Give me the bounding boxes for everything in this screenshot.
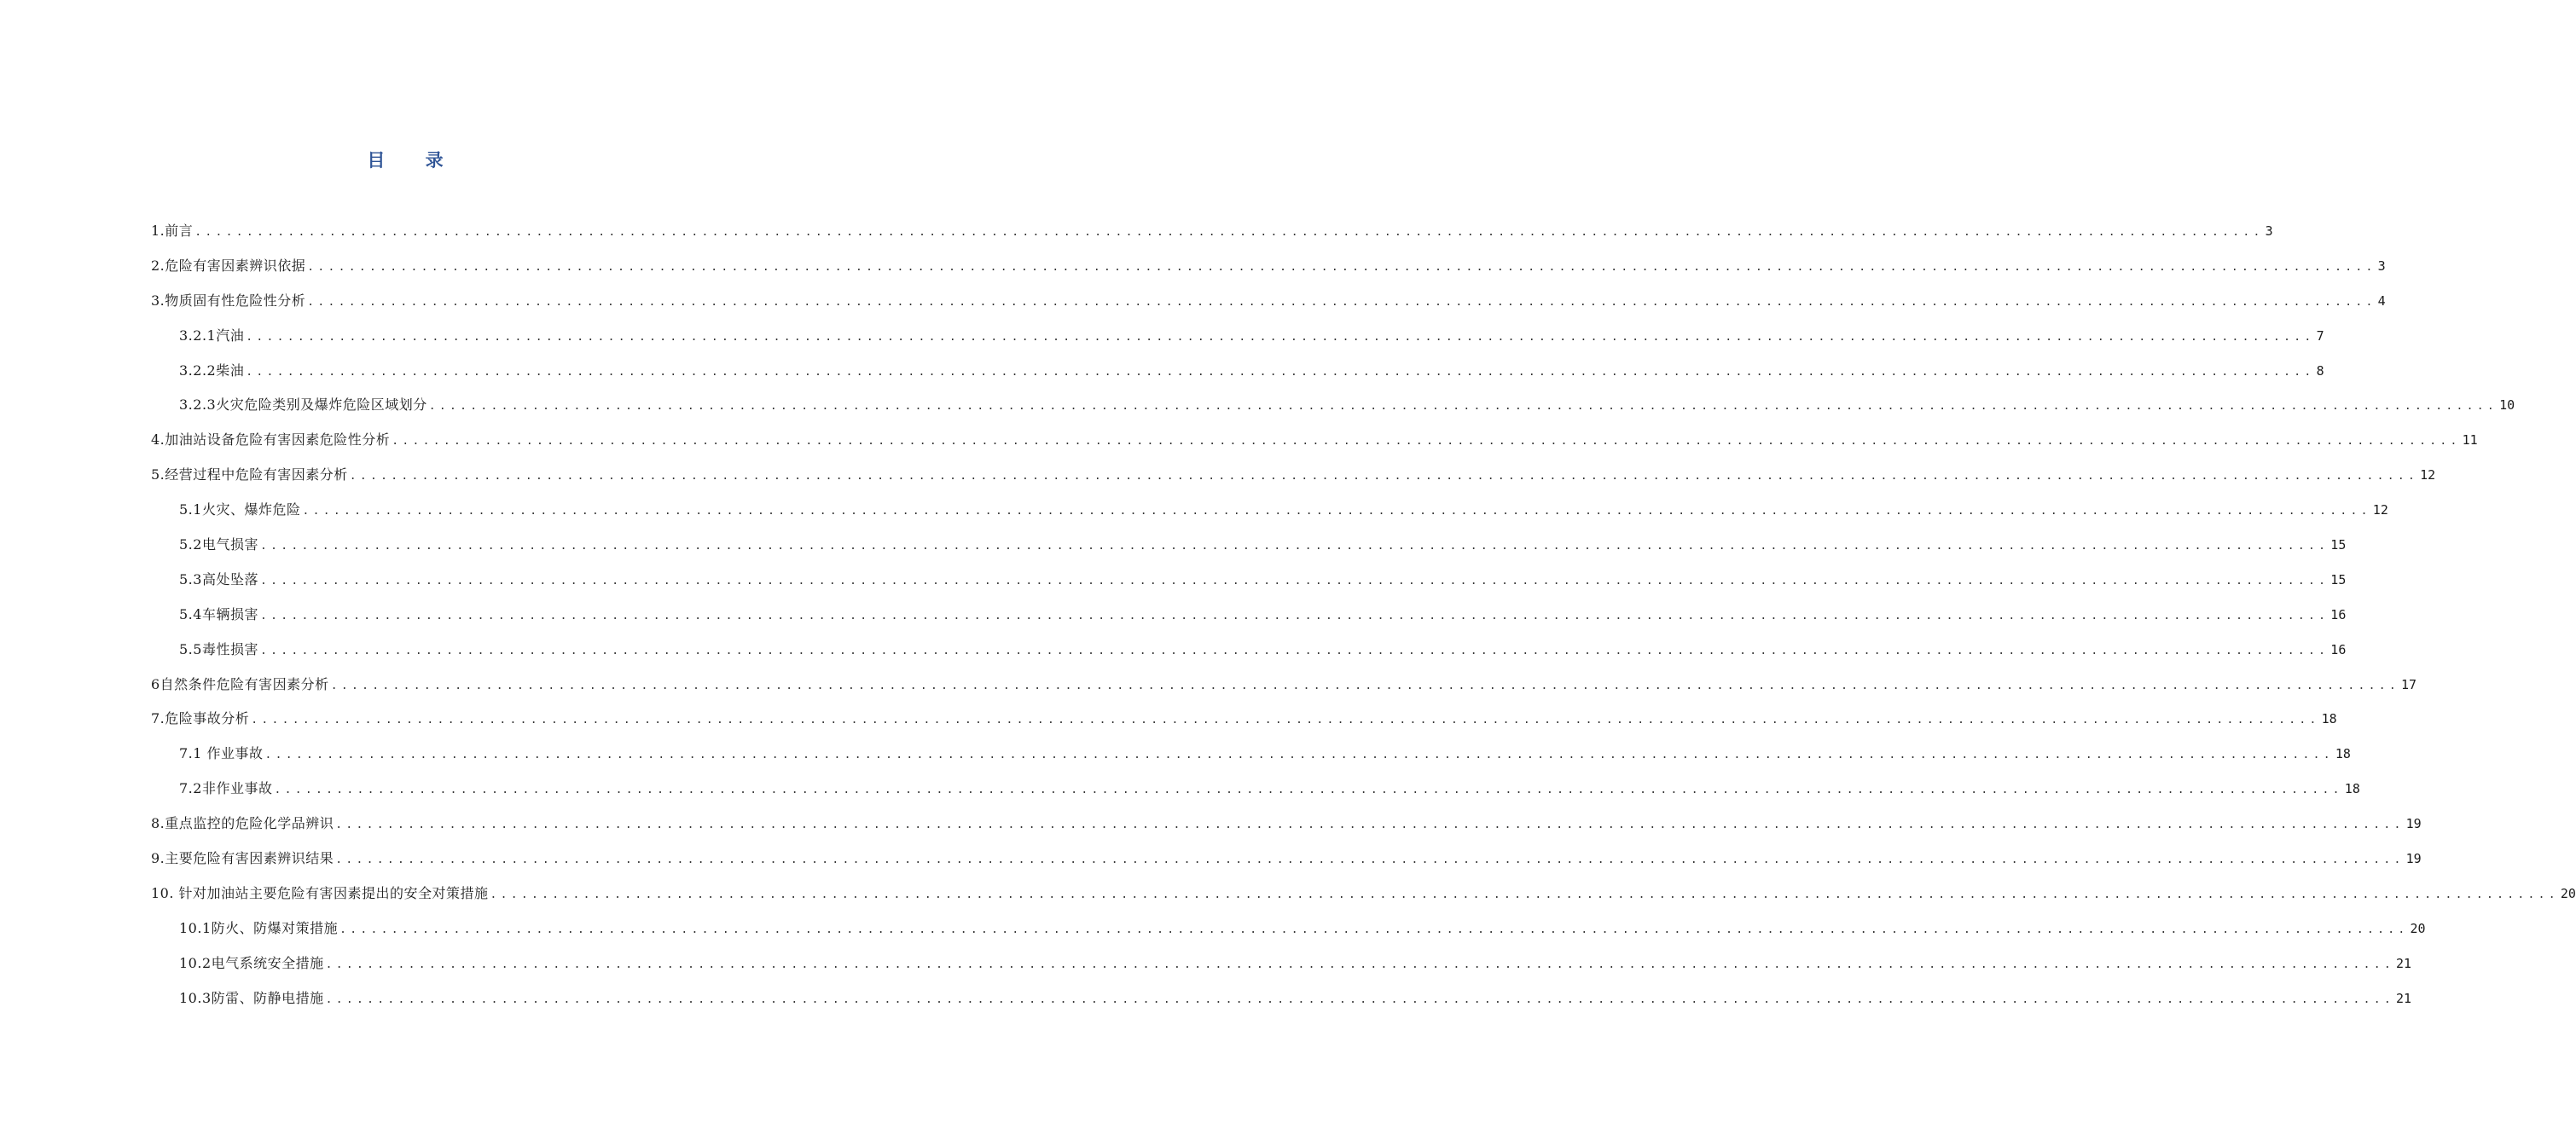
toc-entry[interactable] xyxy=(151,671,2417,706)
toc-dot-leader: ........................................................................................................................................................................................................ xyxy=(246,330,2315,344)
toc-dot-leader: ........................................................................................................................................................................................................ xyxy=(274,784,2343,797)
toc-page-number: 21 xyxy=(2395,955,2412,971)
toc-page-number: 16 xyxy=(2330,606,2347,622)
toc-entry-text: 2.危险有害因素辨识依据 xyxy=(151,257,306,274)
toc-page-number: 3 xyxy=(2265,223,2273,239)
toc-page-number: 15 xyxy=(2330,571,2347,587)
toc-page-number: 11 xyxy=(2462,432,2478,449)
toc-entry-text: 5.经营过程中危险有害因素分析 xyxy=(151,466,348,483)
toc-page-number: 4 xyxy=(2377,292,2386,309)
toc-entry[interactable] xyxy=(151,496,2388,531)
toc-entry[interactable] xyxy=(151,740,2351,775)
toc-dot-leader: ........................................................................................................................................................................................................ xyxy=(325,993,2394,1006)
toc-dot-leader: ........................................................................................................................................................................................................ xyxy=(339,923,2409,936)
toc-entry-text: 7.危险事故分析 xyxy=(151,710,250,727)
toc-dot-leader: ........................................................................................................................................................................................................ xyxy=(302,505,2371,518)
toc-entry[interactable] xyxy=(151,636,2347,671)
toc-entry[interactable] xyxy=(151,461,2436,496)
toc-page-number: 18 xyxy=(2335,746,2351,762)
toc-entry-text: 10.1防火、防爆对策措施 xyxy=(179,919,339,936)
toc-entry[interactable] xyxy=(151,810,2422,845)
toc-dot-leader: ........................................................................................................................................................................................................ xyxy=(251,714,2320,727)
toc-dot-leader: ........................................................................................................................................................................................................ xyxy=(490,888,2559,901)
toc-entry-text: 5.3高处坠落 xyxy=(179,570,258,587)
toc-entry[interactable] xyxy=(151,985,2412,1020)
toc-entry-text: 5.2电气损害 xyxy=(179,536,258,553)
toc-entry-text: 10.3防雷、防静电措施 xyxy=(179,989,324,1006)
toc-dot-leader: ........................................................................................................................................................................................................ xyxy=(349,470,2419,483)
toc-entry[interactable] xyxy=(151,426,2478,461)
toc-entry-text: 7.2非作业事故 xyxy=(179,780,273,797)
toc-entry-text: 3.2.3火灾危险类别及爆炸危险区域划分 xyxy=(179,396,427,414)
toc-dot-leader: ........................................................................................................................................................................................................ xyxy=(246,365,2315,379)
toc-entry[interactable] xyxy=(151,252,2386,287)
toc-entry-text: 5.1火灾、爆炸危险 xyxy=(179,501,301,518)
toc-entry-text: 10. 针对加油站主要危险有害因素提出的安全对策措施 xyxy=(151,884,489,901)
toc-entry[interactable] xyxy=(151,950,2412,985)
toc-entry-text: 10.2电气系统安全措施 xyxy=(179,954,324,971)
toc-dot-leader: ........................................................................................................................................................................................................ xyxy=(307,260,2376,274)
toc-entry-text: 1.前言 xyxy=(151,223,194,239)
toc-page-number: 10 xyxy=(2499,397,2515,414)
toc-entry[interactable] xyxy=(151,217,2273,252)
toc-entry-text: 3.2.1汽油 xyxy=(179,327,245,344)
toc-entry[interactable] xyxy=(151,566,2347,601)
toc-dot-leader: ........................................................................................................................................................................................................ xyxy=(259,609,2329,622)
toc-page-number: 18 xyxy=(2321,711,2337,727)
toc-dot-leader: ........................................................................................................................................................................................................ xyxy=(392,435,2461,449)
toc-entry-text: 9.主要危险有害因素辨识结果 xyxy=(151,850,334,867)
toc-entry[interactable] xyxy=(151,322,2324,357)
toc-page-number: 20 xyxy=(2560,885,2576,901)
toc-entry-text: 5.4车辆损害 xyxy=(179,605,258,622)
toc-page-number: 21 xyxy=(2395,990,2412,1006)
toc-entry[interactable] xyxy=(151,880,2576,915)
toc-entry-text: 7.1 作业事故 xyxy=(179,745,264,762)
toc-dot-leader: ........................................................................................................................................................................................................ xyxy=(335,819,2405,832)
toc-page-number: 12 xyxy=(2420,467,2436,483)
toc-dot-leader: ........................................................................................................................................................................................................ xyxy=(307,295,2376,309)
toc-page-number: 16 xyxy=(2330,641,2347,657)
toc-entry-text: 3.2.2柴油 xyxy=(179,362,245,379)
toc-page-number: 17 xyxy=(2401,676,2417,692)
toc-page-number: 3 xyxy=(2377,258,2386,274)
toc-page-number: 12 xyxy=(2372,502,2388,518)
toc-page-number: 15 xyxy=(2330,537,2347,553)
toc-entry[interactable] xyxy=(151,601,2347,636)
toc-entry[interactable] xyxy=(151,287,2386,322)
toc-page-number: 18 xyxy=(2344,781,2360,797)
toc-entry[interactable] xyxy=(151,391,2515,426)
toc-dot-leader: ........................................................................................................................................................................................................ xyxy=(194,226,2264,239)
toc-entry[interactable] xyxy=(151,531,2347,566)
toc-entry[interactable] xyxy=(151,705,2337,740)
toc-list xyxy=(151,217,2576,1019)
toc-dot-leader: ........................................................................................................................................................................................................ xyxy=(259,540,2329,553)
toc-title: 目 录 xyxy=(367,150,461,171)
toc-dot-leader: ........................................................................................................................................................................................................ xyxy=(259,574,2329,587)
toc-dot-leader: ........................................................................................................................................................................................................ xyxy=(330,679,2400,692)
toc-entry-text: 4.加油站设备危险有害因素危险性分析 xyxy=(151,431,391,449)
toc-dot-leader: ........................................................................................................................................................................................................ xyxy=(259,644,2329,657)
toc-entry[interactable] xyxy=(151,357,2324,392)
toc-dot-leader: ........................................................................................................................................................................................................ xyxy=(325,958,2394,971)
toc-entry-text: 3.物质固有性危险性分析 xyxy=(151,292,306,309)
toc-page-number: 19 xyxy=(2405,851,2422,867)
toc-entry[interactable] xyxy=(151,915,2426,950)
toc-entry[interactable] xyxy=(151,845,2422,880)
toc-dot-leader: ........................................................................................................................................................................................................ xyxy=(335,854,2405,867)
toc-page-number: 20 xyxy=(2410,920,2426,936)
toc-entry-text: 8.重点监控的危险化学品辨识 xyxy=(151,815,334,832)
toc-entry[interactable] xyxy=(151,775,2360,810)
toc-dot-leader: ........................................................................................................................................................................................................ xyxy=(264,749,2334,762)
toc-entry-text: 6自然条件危险有害因素分析 xyxy=(151,675,329,692)
toc-page-number: 8 xyxy=(2316,362,2324,379)
toc-page-number: 7 xyxy=(2316,327,2324,344)
toc-entry-text: 5.5毒性损害 xyxy=(179,640,258,657)
toc-page-number: 19 xyxy=(2405,816,2422,832)
toc-dot-leader: ........................................................................................................................................................................................................ xyxy=(428,400,2498,414)
